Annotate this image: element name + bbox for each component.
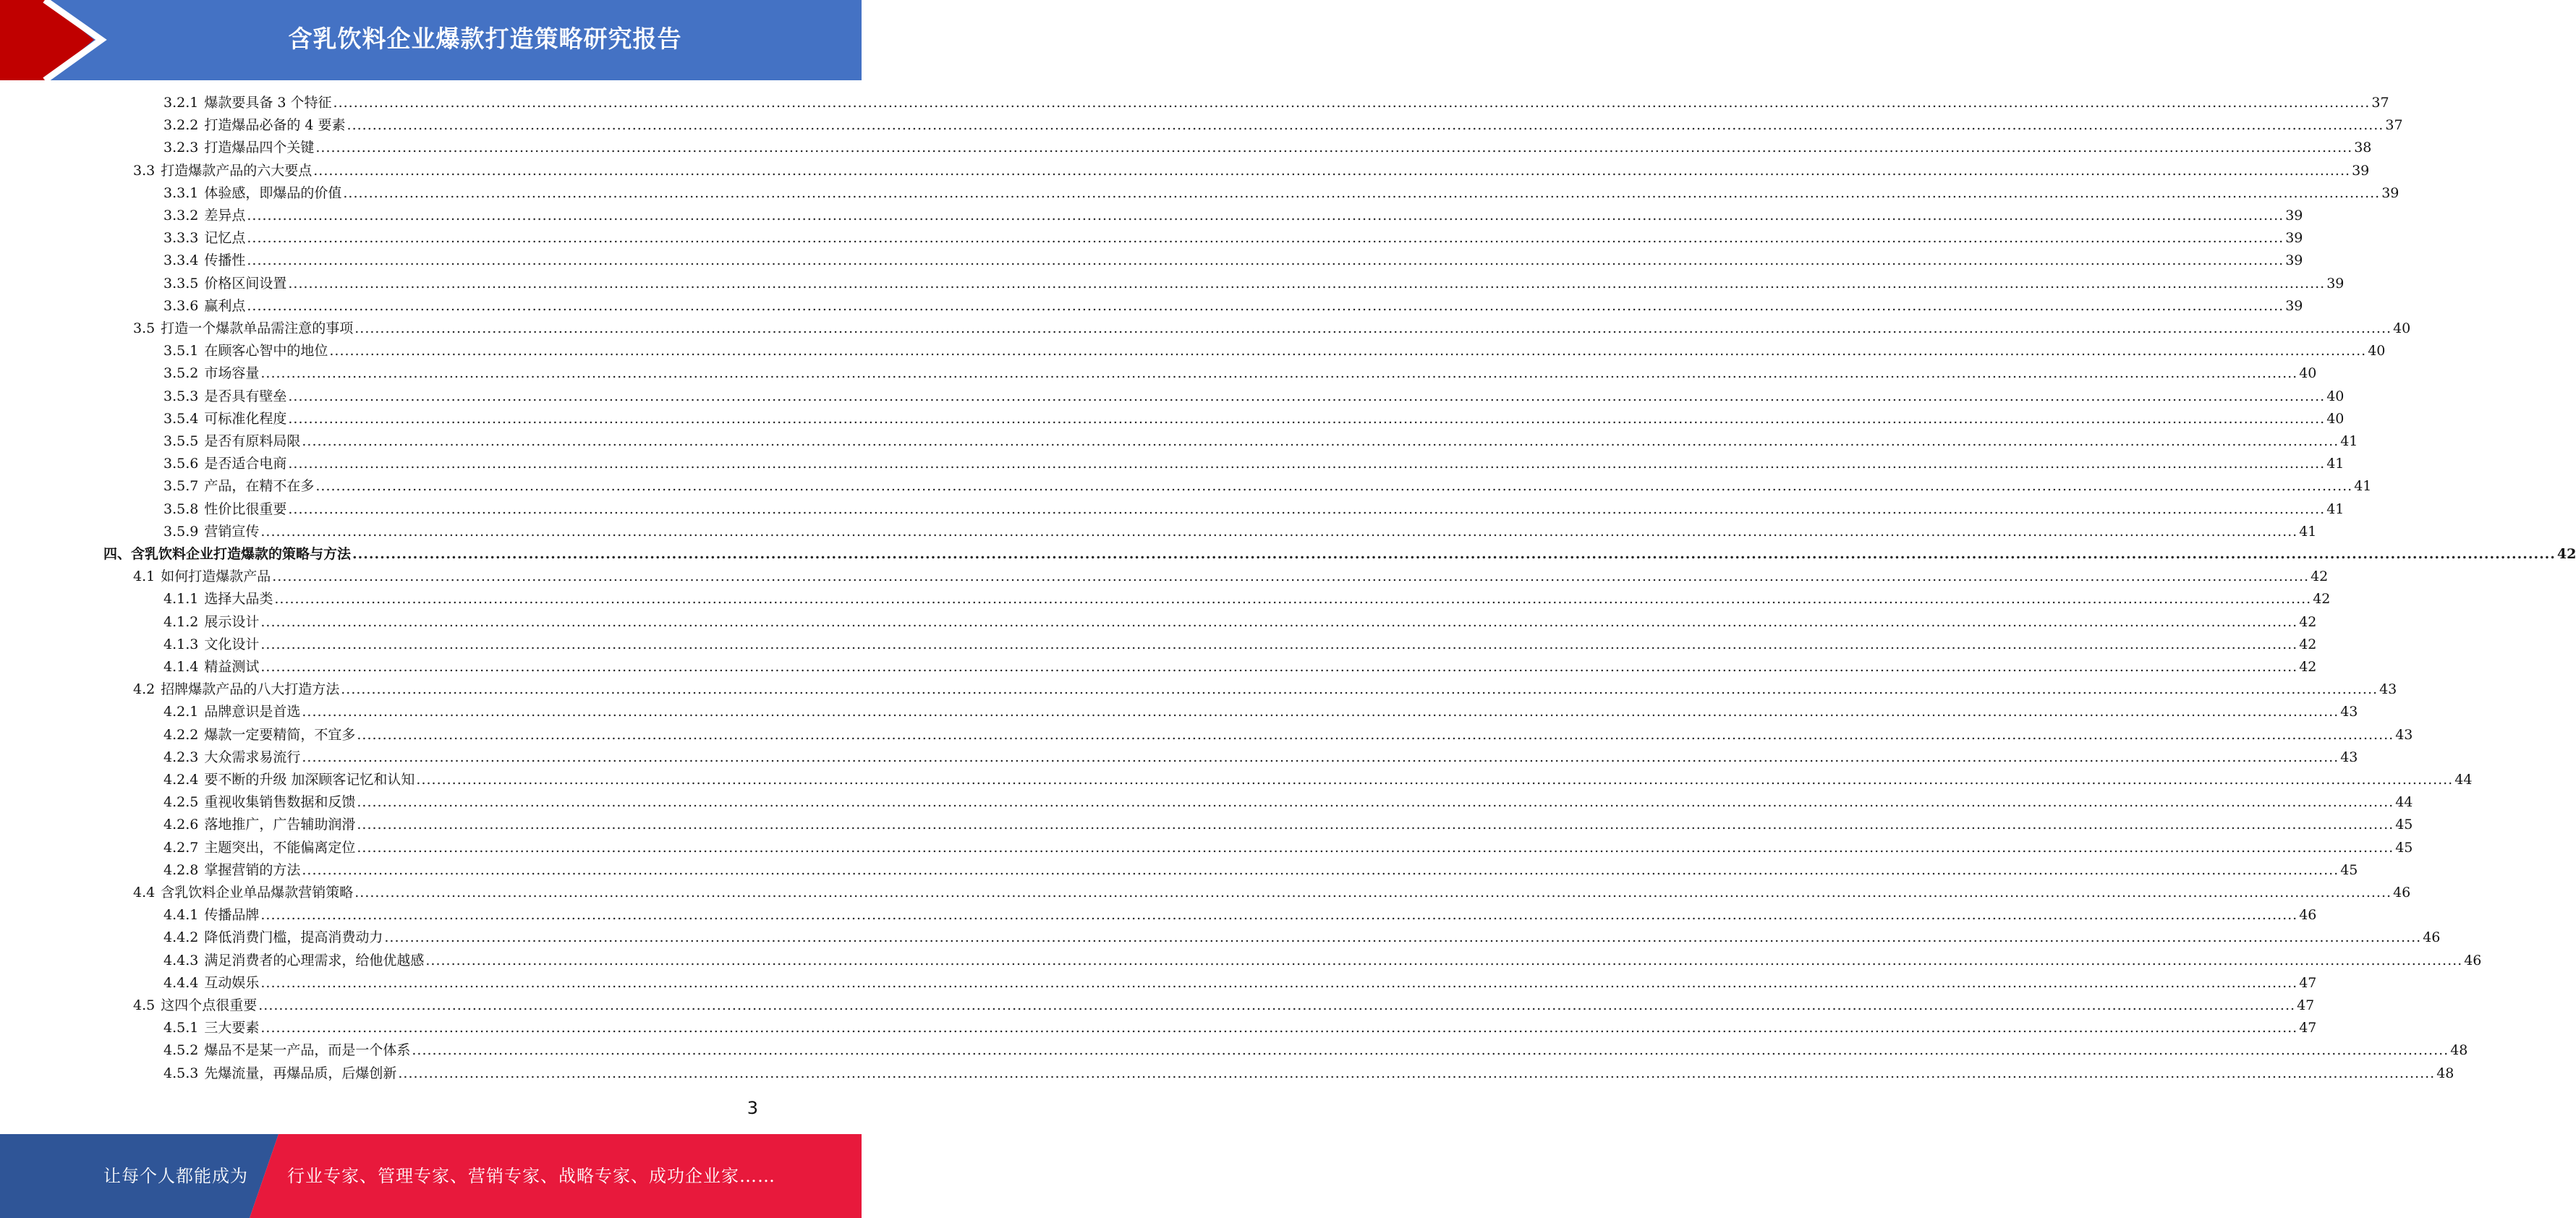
toc-entry-number: 4.4.4 (163, 974, 199, 991)
toc-entry[interactable] (163, 859, 2358, 882)
toc-entry[interactable] (163, 205, 2303, 227)
toc-entry-number: 3.5.9 (163, 523, 199, 540)
toc-entry-page: 40 (2368, 343, 2386, 359)
toc-entry-title: 满足消费者的心理需求，给他优越感 (204, 952, 425, 968)
toc-entry-number: 3.2.3 (163, 140, 199, 156)
toc-leader-dots: ................................................................................................................................................................................................................................................................................................................................................................................................................ (247, 208, 2284, 223)
toc-entry-title: 传播品牌 (204, 907, 260, 924)
toc-entry-title: 先爆流量，再爆品质，后爆创新 (204, 1065, 397, 1081)
toc-entry[interactable] (163, 791, 2413, 814)
toc-entry[interactable] (163, 408, 2345, 430)
toc-leader-dots: ................................................................................................................................................................................................................................................................................................................................................................................................................ (329, 343, 2367, 359)
toc-entry-title: 记忆点 (204, 230, 246, 247)
toc-entry[interactable] (163, 746, 2358, 769)
toc-leader-dots: ................................................................................................................................................................................................................................................................................................................................................................................................................ (343, 184, 2381, 201)
toc-entry-page: 40 (2393, 320, 2411, 336)
toc-leader-dots: ................................................................................................................................................................................................................................................................................................................................................................................................................ (260, 523, 2298, 540)
toc-leader-dots: ................................................................................................................................................................................................................................................................................................................................................................................................................ (288, 410, 2326, 427)
toc-entry[interactable] (103, 543, 2576, 566)
toc-entry-page: 43 (2340, 704, 2358, 720)
toc-entry-number: 4.1.3 (163, 636, 199, 652)
toc-entry[interactable] (163, 475, 2372, 498)
toc-entry-page: 37 (2371, 95, 2389, 111)
toc-entry-page: 48 (2450, 1042, 2468, 1059)
toc-entry-page: 42 (2556, 546, 2576, 562)
toc-leader-dots: ................................................................................................................................................................................................................................................................................................................................................................................................................ (260, 1020, 2298, 1036)
toc-entry-number: 3.2.2 (163, 117, 199, 134)
toc-entry[interactable] (163, 611, 2317, 634)
toc-entry-title: 掌握营销的方法 (204, 861, 301, 878)
toc-entry-page: 47 (2299, 1020, 2317, 1036)
toc-leader-dots: ................................................................................................................................................................................................................................................................................................................................................................................................................ (357, 817, 2394, 833)
toc-entry-number: 3.5.5 (163, 433, 199, 449)
toc-leader-dots: ................................................................................................................................................................................................................................................................................................................................................................................................................ (258, 997, 2296, 1013)
toc-entry[interactable] (163, 814, 2413, 836)
toc-entry-title: 传播性 (204, 252, 246, 269)
toc-entry-page: 40 (2299, 365, 2317, 382)
toc-entry-title: 赢利点 (204, 297, 246, 314)
toc-leader-dots: ................................................................................................................................................................................................................................................................................................................................................................................................................ (260, 974, 2298, 991)
toc-entry-number: 4.5 (133, 997, 156, 1013)
toc-entry-number: 3.5.6 (163, 456, 199, 472)
toc-entry[interactable] (163, 182, 2399, 205)
footer-slogan-left: 让每个人都能成为 (103, 1166, 248, 1186)
toc-entry-page: 39 (2381, 184, 2399, 201)
toc-entry-number: 3.3.3 (163, 230, 199, 247)
toc-entry-page: 41 (2326, 456, 2345, 472)
toc-entry-title: 招牌爆款产品的八大打造方法 (161, 681, 340, 698)
toc-entry[interactable] (163, 273, 2345, 295)
toc-entry[interactable] (163, 972, 2317, 995)
toc-entry-page: 39 (2285, 252, 2303, 269)
toc-leader-dots: ................................................................................................................................................................................................................................................................................................................................................................................................................ (357, 726, 2394, 743)
toc-entry-number: 4.2.6 (163, 817, 199, 833)
toc-leader-dots: ................................................................................................................................................................................................................................................................................................................................................................................................................ (288, 456, 2326, 472)
toc-entry[interactable] (133, 318, 2411, 340)
toc-entry-number: 3.5.7 (163, 478, 199, 495)
toc-entry-page: 42 (2311, 568, 2329, 585)
toc-entry-number: 4.2.7 (163, 839, 199, 856)
toc-entry-title: 四、含乳饮料企业打造爆款的策略与方法 (103, 546, 352, 562)
toc-entry-title: 产品，在精不在多 (204, 478, 315, 495)
toc-entry-number: 4.2.5 (163, 794, 199, 811)
toc-entry[interactable] (133, 160, 2370, 182)
toc-entry-page: 40 (2326, 388, 2345, 404)
toc-entry-number: 3.2.1 (163, 95, 199, 111)
toc-entry-number: 4.4 (133, 885, 156, 900)
toc-entry-page: 44 (2395, 794, 2413, 811)
toc-entry-page: 39 (2352, 162, 2370, 179)
toc-leader-dots: ................................................................................................................................................................................................................................................................................................................................................................................................................ (313, 162, 2351, 179)
toc-entry-title: 差异点 (204, 208, 246, 223)
toc-entry-page: 39 (2285, 230, 2303, 247)
toc-entry[interactable] (133, 678, 2397, 701)
toc-entry-page: 41 (2299, 523, 2317, 540)
toc-entry-title: 打造爆款产品的六大要点 (161, 162, 313, 179)
toc-entry-title: 体验感，即爆品的价值 (204, 184, 342, 201)
toc-entry-page: 43 (2340, 749, 2358, 765)
toc-entry-page: 46 (2299, 907, 2317, 924)
toc-entry-page: 45 (2340, 861, 2358, 878)
toc-entry-number: 3.3.6 (163, 297, 199, 314)
toc-entry-number: 4.2.8 (163, 861, 199, 878)
toc-entry-number: 4.1.4 (163, 659, 199, 675)
toc-entry[interactable] (163, 769, 2473, 791)
toc-entry-number: 3.5.3 (163, 388, 199, 404)
toc-leader-dots: ................................................................................................................................................................................................................................................................................................................................................................................................................ (315, 140, 2353, 156)
toc-leader-dots: ................................................................................................................................................................................................................................................................................................................................................................................................................ (302, 433, 2339, 449)
toc-entry[interactable] (163, 950, 2482, 972)
toc-entry-number: 3.3.4 (163, 252, 199, 269)
toc-entry-page: 46 (2393, 885, 2411, 900)
toc-entry-page: 43 (2395, 726, 2413, 743)
toc-entry-number: 3.5.2 (163, 365, 199, 382)
toc-entry[interactable] (163, 340, 2386, 362)
toc-entry-page: 47 (2299, 974, 2317, 991)
toc-entry-page: 42 (2299, 636, 2317, 652)
toc-entry-number: 4.1.2 (163, 613, 199, 630)
toc-entry-page: 41 (2340, 433, 2358, 449)
toc-leader-dots: ................................................................................................................................................................................................................................................................................................................................................................................................................ (384, 929, 2422, 946)
toc-entry-title: 文化设计 (204, 636, 260, 652)
toc-leader-dots: ................................................................................................................................................................................................................................................................................................................................................................................................................ (416, 772, 2454, 788)
toc-entry-title: 落地推广，广告辅助润滑 (204, 817, 356, 833)
toc-leader-dots: ................................................................................................................................................................................................................................................................................................................................................................................................................ (333, 95, 2371, 111)
toc-entry[interactable] (133, 995, 2315, 1017)
toc-entry[interactable] (163, 521, 2317, 543)
toc-entry-number: 4.1.1 (163, 591, 199, 608)
toc-entry-number: 3.5.8 (163, 501, 199, 517)
toc-entry[interactable] (163, 295, 2303, 318)
toc-entry-number: 4.4.1 (163, 907, 199, 924)
toc-entry-number: 4.4.3 (163, 952, 199, 968)
toc-entry[interactable] (163, 904, 2317, 927)
toc-leader-dots: ................................................................................................................................................................................................................................................................................................................................................................................................................ (357, 839, 2394, 856)
toc-entry-title: 降低消费门槛，提高消费动力 (204, 929, 383, 946)
toc-leader-dots: ................................................................................................................................................................................................................................................................................................................................................................................................................ (398, 1065, 2436, 1081)
toc-entry-page: 45 (2395, 817, 2413, 833)
toc-entry[interactable] (133, 566, 2329, 588)
toc-entry[interactable] (163, 927, 2441, 949)
toc-entry-title: 性价比很重要 (204, 501, 287, 517)
toc-entry[interactable] (163, 724, 2413, 746)
toc-entry-page: 41 (2326, 501, 2345, 517)
toc-entry[interactable] (163, 227, 2303, 250)
toc-leader-dots: ................................................................................................................................................................................................................................................................................................................................................................................................................ (260, 659, 2298, 675)
toc-entry-title: 是否具有壁垒 (204, 388, 287, 404)
toc-entry-number: 3.3.5 (163, 275, 199, 291)
toc-leader-dots: ................................................................................................................................................................................................................................................................................................................................................................................................................ (272, 568, 2310, 585)
toc-entry-title: 是否有原料局限 (204, 433, 301, 449)
toc-entry[interactable] (163, 498, 2345, 521)
toc-leader-dots: ................................................................................................................................................................................................................................................................................................................................................................................................................ (341, 681, 2379, 698)
toc-entry-number: 4.1 (133, 568, 156, 585)
toc-leader-dots: ................................................................................................................................................................................................................................................................................................................................................................................................................ (357, 794, 2394, 811)
toc-entry-number: 3.5.1 (163, 343, 199, 359)
toc-entry-page: 44 (2454, 772, 2473, 788)
toc-entry-title: 打造爆品必备的 4 要素 (204, 117, 346, 134)
toc-entry-title: 市场容量 (204, 365, 260, 382)
toc-entry-title: 含乳饮料企业单品爆款营销策略 (161, 885, 354, 900)
page-number: 3 (747, 1098, 758, 1118)
toc-entry-title: 打造爆品四个关键 (204, 140, 315, 156)
toc-entry-page: 43 (2379, 681, 2397, 698)
toc-entry-number: 4.5.2 (163, 1042, 199, 1059)
toc-entry-title: 主题突出，不能偏离定位 (204, 839, 356, 856)
toc-entry-title: 可标准化程度 (204, 410, 287, 427)
toc-entry-page: 37 (2385, 117, 2403, 134)
toc-entry[interactable] (163, 250, 2303, 272)
toc-leader-dots: ................................................................................................................................................................................................................................................................................................................................................................................................................ (247, 230, 2284, 247)
toc-entry-title: 三大要素 (204, 1020, 260, 1036)
toc-leader-dots: ................................................................................................................................................................................................................................................................................................................................................................................................................ (247, 252, 2284, 269)
toc-leader-dots: ................................................................................................................................................................................................................................................................................................................................................................................................................ (354, 320, 2392, 336)
toc-leader-dots: ................................................................................................................................................................................................................................................................................................................................................................................................................ (260, 907, 2298, 924)
toc-entry[interactable] (163, 453, 2345, 475)
toc-entry-number: 4.5.3 (163, 1065, 199, 1081)
toc-leader-dots: ................................................................................................................................................................................................................................................................................................................................................................................................................ (315, 478, 2353, 495)
toc-entry-title: 是否适合电商 (204, 456, 287, 472)
toc-entry-number: 4.2.3 (163, 749, 199, 765)
toc-entry-page: 39 (2326, 275, 2345, 291)
page-header (0, 0, 862, 80)
toc-entry-number: 3.5.4 (163, 410, 199, 427)
toc-entry-number: 4.4.2 (163, 929, 199, 946)
toc-leader-dots: ................................................................................................................................................................................................................................................................................................................................................................................................................ (247, 297, 2284, 314)
toc-entry-number: 3.3.2 (163, 208, 199, 223)
toc-entry[interactable] (163, 362, 2317, 385)
toc-leader-dots: ................................................................................................................................................................................................................................................................................................................................................................................................................ (352, 546, 2556, 562)
toc-entry[interactable] (163, 1017, 2317, 1039)
toc-entry-title: 要不断的升级 加深顾客记忆和认知 (204, 772, 415, 788)
toc-entry[interactable] (163, 430, 2358, 453)
toc-entry-title: 打造一个爆款单品需注意的事项 (161, 320, 354, 336)
toc-entry-number: 4.2 (133, 681, 156, 698)
toc-entry[interactable] (163, 386, 2345, 408)
toc-entry[interactable] (163, 114, 2403, 137)
toc-entry-title: 爆品不是某一产品，而是一个体系 (204, 1042, 411, 1059)
toc-entry-number: 4.5.1 (163, 1020, 199, 1036)
toc-entry-number: 4.2.2 (163, 726, 199, 743)
page-footer (0, 1134, 862, 1218)
toc-leader-dots: ................................................................................................................................................................................................................................................................................................................................................................................................................ (288, 501, 2326, 517)
toc-entry[interactable] (163, 137, 2372, 159)
toc-entry[interactable] (163, 701, 2358, 723)
toc-entry-page: 39 (2285, 208, 2303, 223)
toc-entry-title: 如何打造爆款产品 (161, 568, 271, 585)
toc-leader-dots: ................................................................................................................................................................................................................................................................................................................................................................................................................ (412, 1042, 2449, 1059)
toc-entry-title: 这四个点很重要 (161, 997, 258, 1013)
toc-entry-title: 展示设计 (204, 613, 260, 630)
header-arrow-icon (0, 0, 116, 80)
toc-entry-title: 品牌意识是首选 (204, 704, 301, 720)
toc-entry-page: 42 (2299, 659, 2317, 675)
toc-leader-dots: ................................................................................................................................................................................................................................................................................................................................................................................................................ (347, 117, 2384, 134)
toc-leader-dots: ................................................................................................................................................................................................................................................................................................................................................................................................................ (274, 591, 2312, 608)
toc-entry[interactable] (163, 656, 2317, 678)
toc-leader-dots: ................................................................................................................................................................................................................................................................................................................................................................................................................ (260, 613, 2298, 630)
toc-entry-title: 选择大品类 (204, 591, 273, 608)
toc-entry-number: 3.3.1 (163, 184, 199, 201)
toc-entry-page: 40 (2326, 410, 2345, 427)
toc-leader-dots: ................................................................................................................................................................................................................................................................................................................................................................................................................ (288, 388, 2326, 404)
toc-leader-dots: ................................................................................................................................................................................................................................................................................................................................................................................................................ (260, 636, 2298, 652)
toc-entry[interactable] (133, 882, 2411, 904)
toc-leader-dots: ................................................................................................................................................................................................................................................................................................................................................................................................................ (354, 885, 2392, 900)
toc-entry-page: 48 (2436, 1065, 2454, 1081)
toc-entry-number: 4.2.1 (163, 704, 199, 720)
toc-entry-title: 在顾客心智中的地位 (204, 343, 328, 359)
toc-entry-page: 39 (2285, 297, 2303, 314)
toc-entry-page: 46 (2423, 929, 2441, 946)
toc-entry-page: 42 (2299, 613, 2317, 630)
toc-entry[interactable] (163, 1039, 2468, 1062)
toc-entry-title: 爆款一定要精简，不宜多 (204, 726, 356, 743)
footer-slogan-right: 行业专家、管理专家、营销专家、战略专家、成功企业家…… (287, 1166, 775, 1186)
toc-entry[interactable] (163, 634, 2317, 656)
toc-entry-page: 45 (2395, 839, 2413, 856)
toc-entry[interactable] (163, 588, 2331, 610)
toc-entry-title: 价格区间设置 (204, 275, 287, 291)
toc-entry-title: 大众需求易流行 (204, 749, 301, 765)
toc-entry-title: 精益测试 (204, 659, 260, 675)
toc-entry[interactable] (163, 1062, 2454, 1085)
toc-entry-title: 互动娱乐 (204, 974, 260, 991)
toc-leader-dots: ................................................................................................................................................................................................................................................................................................................................................................................................................ (302, 704, 2339, 720)
toc-entry[interactable] (163, 837, 2413, 859)
toc-entry-page: 42 (2313, 591, 2331, 608)
toc-entry[interactable] (163, 92, 2389, 114)
toc-entry-number: 3.3 (133, 162, 156, 179)
toc-entry-page: 41 (2354, 478, 2372, 495)
toc-leader-dots: ................................................................................................................................................................................................................................................................................................................................................................................................................ (302, 861, 2339, 878)
toc-entry-number: 3.5 (133, 320, 156, 336)
toc-entry-title: 重视收集销售数据和反馈 (204, 794, 356, 811)
toc-entry-number: 4.2.4 (163, 772, 199, 788)
toc-entry-page: 38 (2354, 140, 2372, 156)
report-title: 含乳饮料企业爆款打造策略研究报告 (288, 25, 682, 53)
toc-entry-title: 爆款要具备 3 个特征 (204, 95, 332, 111)
toc-leader-dots: ................................................................................................................................................................................................................................................................................................................................................................................................................ (302, 749, 2339, 765)
toc-entry-page: 47 (2297, 997, 2315, 1013)
toc-entry-page: 46 (2464, 952, 2482, 968)
toc-leader-dots: ................................................................................................................................................................................................................................................................................................................................................................................................................ (288, 275, 2326, 291)
toc-leader-dots: ................................................................................................................................................................................................................................................................................................................................................................................................................ (425, 952, 2463, 968)
toc-entry-title: 营销宣传 (204, 523, 260, 540)
toc-leader-dots: ................................................................................................................................................................................................................................................................................................................................................................................................................ (260, 365, 2298, 382)
